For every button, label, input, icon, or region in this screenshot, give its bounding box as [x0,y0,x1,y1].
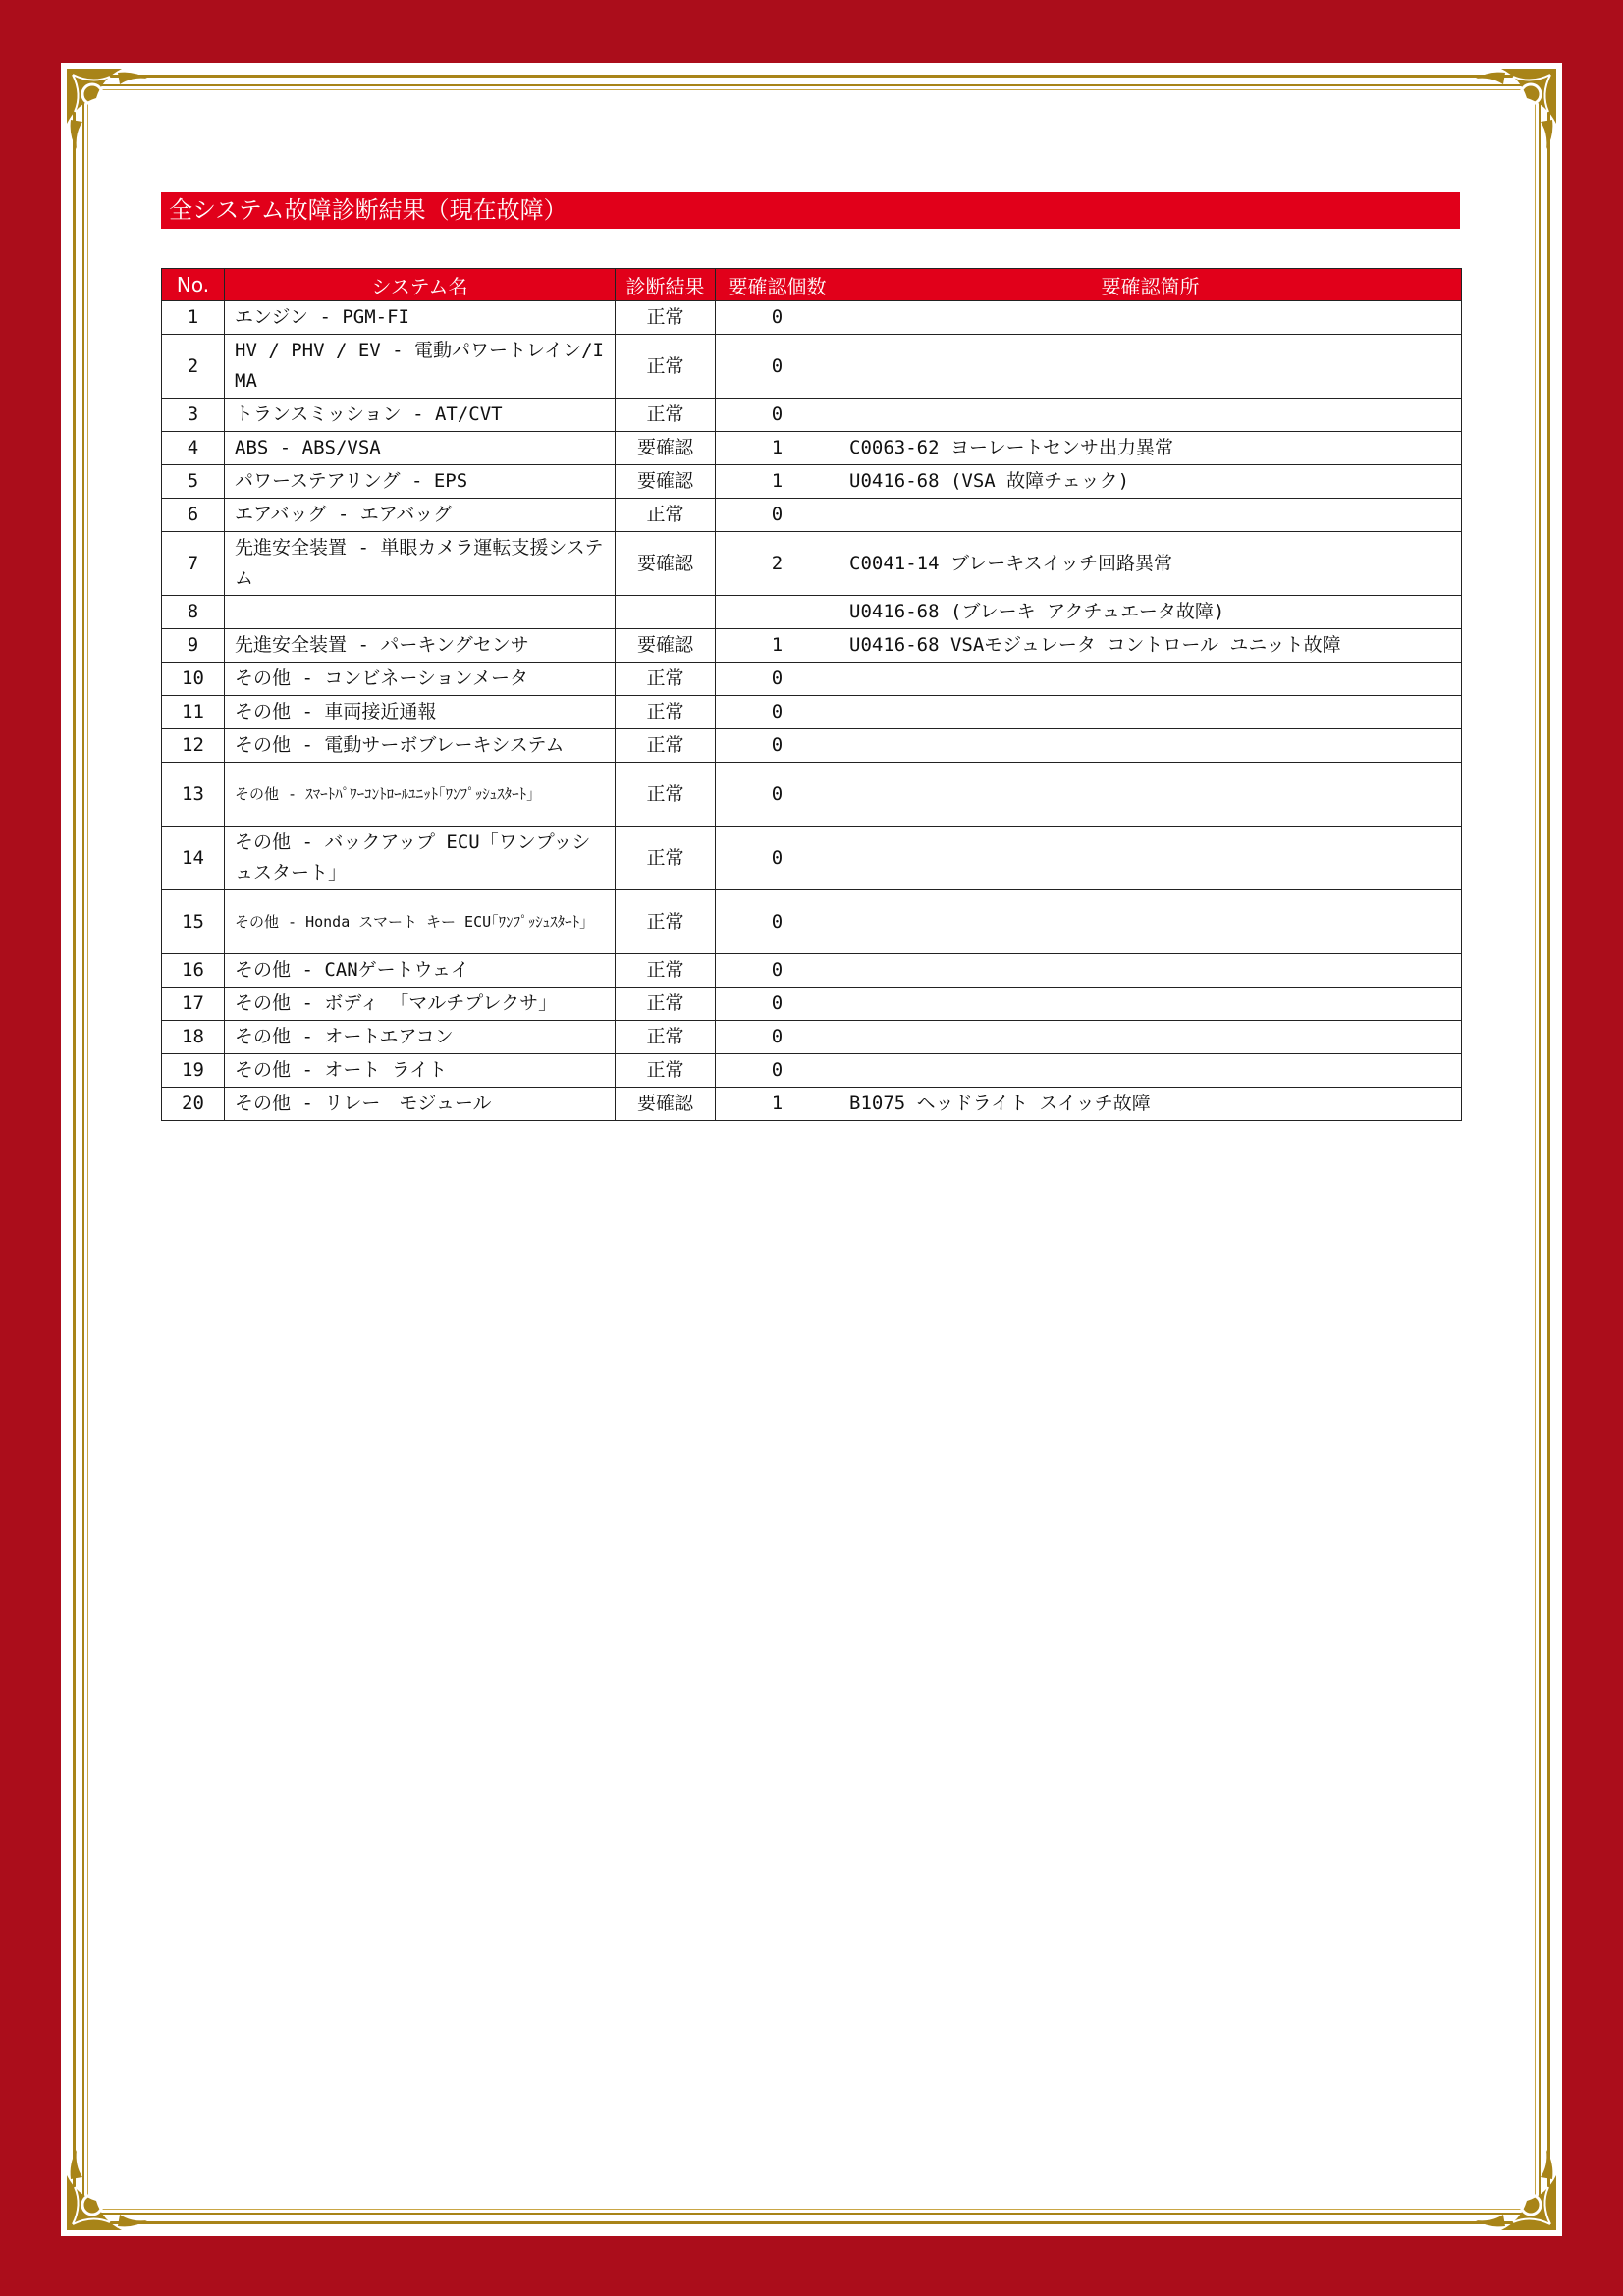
row-no: 19 [162,1054,225,1088]
table-row [162,827,1462,890]
row-no: 2 [162,335,225,399]
row-count: 0 [716,399,839,432]
row-count: 0 [716,729,839,763]
row-detail [839,954,1462,988]
row-count: 0 [716,301,839,335]
row-count: 0 [716,954,839,988]
row-system: その他 - オートエアコン [225,1021,616,1054]
row-count: 0 [716,763,839,827]
row-system: HV / PHV / EV - 電動パワートレイン/IMA [225,335,616,399]
row-system: パワーステアリング - EPS [225,465,616,499]
row-result: 正常 [616,1021,716,1054]
row-detail [839,988,1462,1021]
row-system: 先進安全装置 - 単眼カメラ運転支援システム [225,532,616,596]
row-no: 10 [162,663,225,696]
row-result: 正常 [616,729,716,763]
row-result: 正常 [616,696,716,729]
ornament-corner-bottom-left-icon [63,2140,157,2234]
row-result: 正常 [616,663,716,696]
row-detail [839,499,1462,532]
row-system: その他 - バックアップ ECU「ワンプッシュスタート」 [225,827,616,890]
row-detail: B1075 ヘッドライト スイッチ故障 [839,1088,1462,1121]
row-no: 20 [162,1088,225,1121]
row-no: 12 [162,729,225,763]
diagnosis-table [161,268,1462,1121]
row-result [616,596,716,629]
ornament-corner-bottom-right-icon [1466,2140,1560,2234]
row-count: 0 [716,696,839,729]
row-no: 14 [162,827,225,890]
row-system: その他 - Honda スマート キー ECU｢ﾜﾝﾌﾟｯｼｭｽﾀｰﾄ｣ [225,890,616,954]
row-system: その他 - ｽﾏｰﾄﾊﾟﾜｰｺﾝﾄﾛｰﾙﾕﾆｯﾄ｢ﾜﾝﾌﾟｯｼｭｽﾀｰﾄ｣ [225,763,616,827]
table-row [162,954,1462,988]
row-result: 正常 [616,399,716,432]
row-count: 1 [716,432,839,465]
header-result: 診断結果 [616,269,716,301]
row-no: 6 [162,499,225,532]
table-row [162,1088,1462,1121]
table-row [162,1054,1462,1088]
row-detail [839,301,1462,335]
row-detail: U0416-68 VSAモジュレータ コントロール ユニット故障 [839,629,1462,663]
row-no: 17 [162,988,225,1021]
header-system-name: システム名 [225,269,616,301]
row-system: その他 - ボディ 「マルチプレクサ」 [225,988,616,1021]
row-result: 正常 [616,335,716,399]
table-row [162,1021,1462,1054]
row-result: 要確認 [616,465,716,499]
row-result: 正常 [616,988,716,1021]
row-result: 正常 [616,763,716,827]
row-system: その他 - 車両接近通報 [225,696,616,729]
header-count: 要確認個数 [716,269,839,301]
row-result: 要確認 [616,629,716,663]
row-no: 7 [162,532,225,596]
table-header-row [162,269,1462,301]
row-no: 1 [162,301,225,335]
row-no: 16 [162,954,225,988]
row-count: 0 [716,1021,839,1054]
table-row [162,663,1462,696]
row-count: 1 [716,1088,839,1121]
table-row [162,596,1462,629]
table-row [162,629,1462,663]
row-detail [839,827,1462,890]
row-system: 先進安全装置 - パーキングセンサ [225,629,616,663]
row-detail: C0041-14 ブレーキスイッチ回路異常 [839,532,1462,596]
ornament-corner-top-right-icon [1466,65,1560,159]
row-no: 11 [162,696,225,729]
row-result: 要確認 [616,1088,716,1121]
row-system: その他 - CANゲートウェイ [225,954,616,988]
table-row [162,301,1462,335]
row-count [716,596,839,629]
row-system: その他 - 電動サーボブレーキシステム [225,729,616,763]
row-no: 13 [162,763,225,827]
row-no: 5 [162,465,225,499]
row-count: 0 [716,827,839,890]
table-row [162,763,1462,827]
row-count: 0 [716,663,839,696]
row-result: 正常 [616,954,716,988]
row-result: 正常 [616,890,716,954]
header-no: No. [162,269,225,301]
row-count: 0 [716,335,839,399]
row-system: トランスミッション - AT/CVT [225,399,616,432]
row-system: その他 - コンビネーションメータ [225,663,616,696]
row-result: 要確認 [616,432,716,465]
row-detail [839,399,1462,432]
table-row [162,465,1462,499]
row-result: 正常 [616,827,716,890]
row-result: 正常 [616,1054,716,1088]
table-row [162,988,1462,1021]
table-row [162,335,1462,399]
row-system: エンジン - PGM-FI [225,301,616,335]
row-detail: U0416-68 (VSA 故障チェック) [839,465,1462,499]
row-detail: U0416-68 (ブレーキ アクチュエータ故障) [839,596,1462,629]
table-row [162,696,1462,729]
row-detail [839,335,1462,399]
ornament-corner-top-left-icon [63,65,157,159]
row-no: 9 [162,629,225,663]
row-system: その他 - オート ライト [225,1054,616,1088]
row-detail [839,663,1462,696]
row-system: ABS - ABS/VSA [225,432,616,465]
row-no: 8 [162,596,225,629]
row-system: その他 - リレー モジュール [225,1088,616,1121]
row-count: 1 [716,629,839,663]
table-row [162,432,1462,465]
table-row [162,890,1462,954]
row-count: 0 [716,988,839,1021]
row-no: 4 [162,432,225,465]
table-row [162,399,1462,432]
row-detail [839,890,1462,954]
row-no: 3 [162,399,225,432]
row-detail [839,1054,1462,1088]
row-result: 正常 [616,301,716,335]
row-count: 0 [716,890,839,954]
row-result: 正常 [616,499,716,532]
header-detail: 要確認箇所 [839,269,1462,301]
row-no: 18 [162,1021,225,1054]
row-count: 0 [716,1054,839,1088]
section-title: 全システム故障診断結果（現在故障） [161,192,1460,229]
row-count: 1 [716,465,839,499]
row-count: 2 [716,532,839,596]
row-result: 要確認 [616,532,716,596]
row-detail [839,1021,1462,1054]
row-system: エアバッグ - エアバッグ [225,499,616,532]
row-detail [839,729,1462,763]
row-detail [839,763,1462,827]
table-row [162,729,1462,763]
row-count: 0 [716,499,839,532]
table-row [162,532,1462,596]
row-system [225,596,616,629]
row-detail [839,696,1462,729]
row-no: 15 [162,890,225,954]
table-row [162,499,1462,532]
row-detail: C0063-62 ヨーレートセンサ出力異常 [839,432,1462,465]
